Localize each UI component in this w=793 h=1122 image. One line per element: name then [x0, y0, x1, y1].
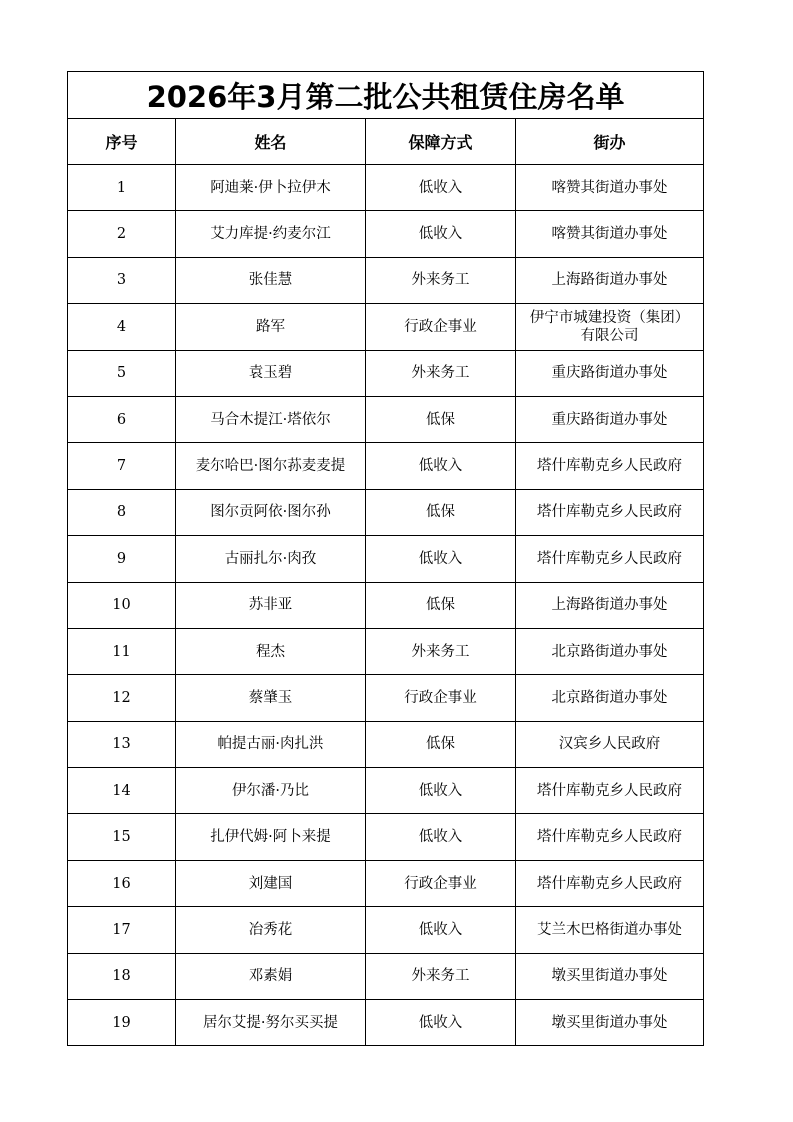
- cell-office-line: 喀赞其街道办事处: [551, 179, 668, 196]
- table-row: [68, 721, 704, 767]
- cell-name: 扎伊代姆·阿卜来提: [176, 814, 366, 860]
- cell-no: 11: [68, 628, 176, 674]
- cell-office-line: 艾兰木巴格街道办事处: [537, 921, 683, 938]
- cell-office-line: 上海路街道办事处: [551, 272, 668, 289]
- cell-office: [516, 1000, 704, 1046]
- column-header-type: 保障方式: [366, 119, 516, 165]
- cell-office-line: 北京路街道办事处: [551, 643, 668, 660]
- cell-no: 2: [68, 211, 176, 257]
- cell-office: [516, 582, 704, 628]
- cell-no: 19: [68, 1000, 176, 1046]
- column-header-name: 姓名: [176, 119, 366, 165]
- cell-office-line: 重庆路街道办事处: [551, 411, 668, 428]
- cell-no: 1: [68, 165, 176, 211]
- cell-no: 13: [68, 721, 176, 767]
- table-row: [68, 304, 704, 350]
- cell-office-line: 墩买里街道办事处: [551, 1014, 668, 1031]
- table-row: [68, 628, 704, 674]
- page-title: 2026年3月第二批公共租赁住房名单: [68, 72, 704, 119]
- table-row: [68, 953, 704, 999]
- cell-no: 6: [68, 396, 176, 442]
- cell-office: [516, 489, 704, 535]
- column-header-no: 序号: [68, 119, 176, 165]
- cell-name: 刘建国: [176, 860, 366, 906]
- cell-office-line-2: 有限公司: [580, 327, 639, 344]
- cell-office: [516, 814, 704, 860]
- table-row: [68, 860, 704, 906]
- cell-no: 12: [68, 675, 176, 721]
- cell-office: [516, 257, 704, 303]
- table-row: [68, 675, 704, 721]
- cell-office: [516, 165, 704, 211]
- cell-name: 张佳慧: [176, 257, 366, 303]
- cell-name: 路军: [176, 304, 366, 350]
- cell-office-line: 墩买里街道办事处: [551, 968, 668, 985]
- cell-no: 16: [68, 860, 176, 906]
- cell-office-line: 塔什库勒克乡人民政府: [537, 782, 683, 799]
- cell-office: [516, 536, 704, 582]
- cell-name: 艾力库提·约麦尔江: [176, 211, 366, 257]
- cell-type: 低收入: [366, 536, 516, 582]
- cell-no: 18: [68, 953, 176, 999]
- cell-no: 10: [68, 582, 176, 628]
- cell-name: 程杰: [176, 628, 366, 674]
- cell-no: 14: [68, 768, 176, 814]
- cell-office: [516, 953, 704, 999]
- cell-type: 行政企事业: [366, 860, 516, 906]
- cell-office: [516, 443, 704, 489]
- cell-office: [516, 304, 704, 350]
- table-row: [68, 768, 704, 814]
- cell-no: 7: [68, 443, 176, 489]
- table-row: [68, 257, 704, 303]
- cell-no: 9: [68, 536, 176, 582]
- table-row: [68, 396, 704, 442]
- cell-office: [516, 628, 704, 674]
- cell-office-line: 汉宾乡人民政府: [558, 736, 661, 753]
- cell-type: 外来务工: [366, 953, 516, 999]
- cell-name: 麦尔哈巴·图尔荪麦麦提: [176, 443, 366, 489]
- cell-type: 低保: [366, 396, 516, 442]
- cell-type: 行政企事业: [366, 675, 516, 721]
- cell-type: 外来务工: [366, 628, 516, 674]
- table-row: [68, 489, 704, 535]
- cell-office-line: 伊宁市城建投资（集团）: [529, 309, 690, 326]
- cell-type: 低保: [366, 721, 516, 767]
- cell-name: 袁玉碧: [176, 350, 366, 396]
- cell-office-line: 上海路街道办事处: [551, 597, 668, 614]
- table-row: [68, 350, 704, 396]
- cell-name: 图尔贡阿依·图尔孙: [176, 489, 366, 535]
- cell-name: 居尔艾提·努尔买买提: [176, 1000, 366, 1046]
- cell-type: 低收入: [366, 814, 516, 860]
- cell-name: 阿迪莱·伊卜拉伊木: [176, 165, 366, 211]
- cell-office-line: 北京路街道办事处: [551, 689, 668, 706]
- table-row: [68, 1000, 704, 1046]
- cell-name: 冶秀花: [176, 907, 366, 953]
- cell-office: [516, 350, 704, 396]
- cell-office: [516, 907, 704, 953]
- header-row: [68, 119, 704, 165]
- cell-office-line: 重庆路街道办事处: [551, 365, 668, 382]
- cell-no: 4: [68, 304, 176, 350]
- cell-type: 外来务工: [366, 350, 516, 396]
- cell-name: 帕提古丽·肉扎洪: [176, 721, 366, 767]
- cell-name: 古丽扎尔·肉孜: [176, 536, 366, 582]
- cell-no: 17: [68, 907, 176, 953]
- housing-list-table: [67, 71, 704, 1046]
- cell-name: 邓素娟: [176, 953, 366, 999]
- cell-type: 低收入: [366, 768, 516, 814]
- title-row: [68, 72, 704, 119]
- table-row: [68, 443, 704, 489]
- cell-office-line: 塔什库勒克乡人民政府: [537, 504, 683, 521]
- cell-no: 15: [68, 814, 176, 860]
- cell-type: 低收入: [366, 211, 516, 257]
- cell-type: 外来务工: [366, 257, 516, 303]
- cell-office: [516, 721, 704, 767]
- cell-office-line: 塔什库勒克乡人民政府: [537, 829, 683, 846]
- cell-office-line: 喀赞其街道办事处: [551, 226, 668, 243]
- cell-office-line: 塔什库勒克乡人民政府: [537, 875, 683, 892]
- table-row: [68, 536, 704, 582]
- cell-type: 低保: [366, 489, 516, 535]
- cell-no: 8: [68, 489, 176, 535]
- table-row: [68, 907, 704, 953]
- cell-type: 低收入: [366, 907, 516, 953]
- cell-type: 低收入: [366, 165, 516, 211]
- table-row: [68, 582, 704, 628]
- cell-office: [516, 211, 704, 257]
- cell-office: [516, 860, 704, 906]
- cell-type: 低收入: [366, 443, 516, 489]
- table-row: [68, 165, 704, 211]
- table-row: [68, 814, 704, 860]
- cell-type: 低保: [366, 582, 516, 628]
- cell-no: 5: [68, 350, 176, 396]
- cell-no: 3: [68, 257, 176, 303]
- column-header-office: 街办: [516, 119, 704, 165]
- table-row: [68, 211, 704, 257]
- cell-name: 马合木提江·塔依尔: [176, 396, 366, 442]
- cell-name: 伊尔潘·乃比: [176, 768, 366, 814]
- cell-name: 苏非亚: [176, 582, 366, 628]
- cell-office: [516, 675, 704, 721]
- cell-name: 蔡肇玉: [176, 675, 366, 721]
- cell-type: 低收入: [366, 1000, 516, 1046]
- cell-office: [516, 396, 704, 442]
- cell-type: 行政企事业: [366, 304, 516, 350]
- cell-office-line: 塔什库勒克乡人民政府: [537, 550, 683, 567]
- cell-office-line: 塔什库勒克乡人民政府: [537, 458, 683, 475]
- cell-office: [516, 768, 704, 814]
